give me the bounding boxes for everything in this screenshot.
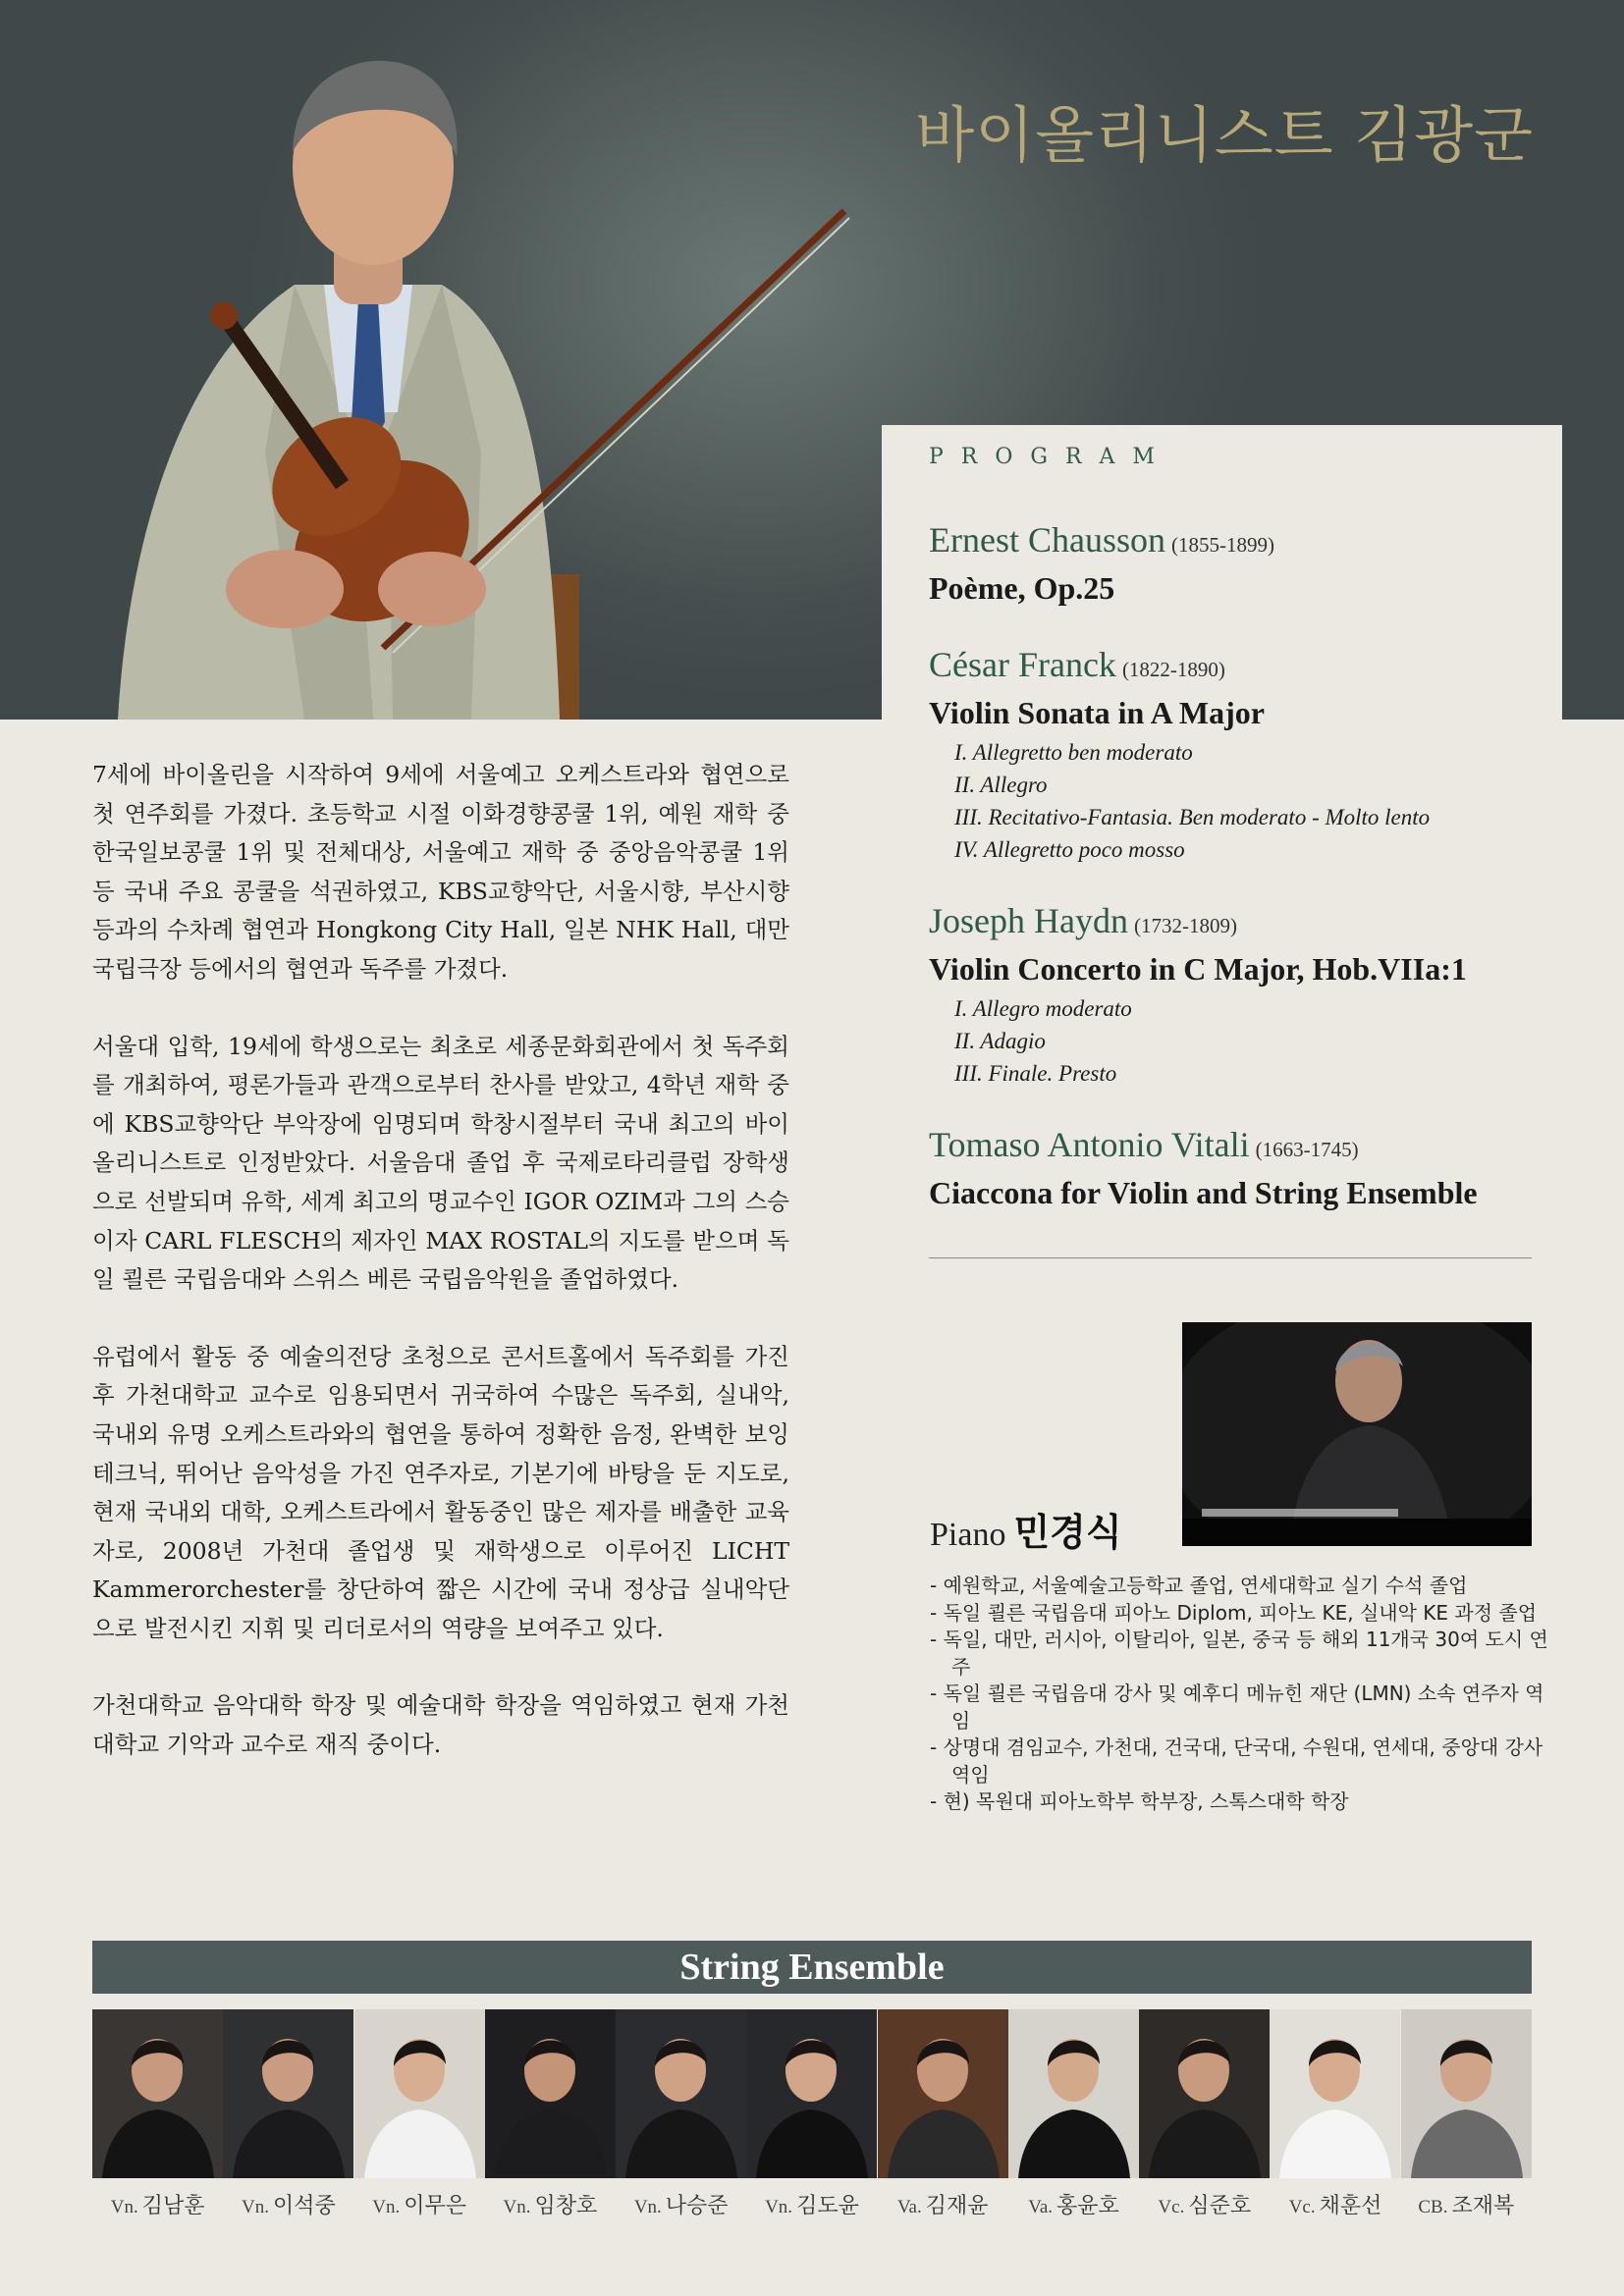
bio-paragraph: 서울대 입학, 19세에 학생으로는 최초로 세종문화회관에서 첫 독주회를 개최하여, 평론가들과 관객으로부터 찬사를 받았고, 4학년 재학 중에 KBS교향악단 부악장에 임명되며 학창시절부터 국내 최고의 바이올리니스트로 인정받았다. 서울음대 졸업 후 국제로타리클럽 장학생으로 선발되며 유학, 세계 최고의 명교수인 IGOR OZIM과 그의 스승이자 CARL FLESCH의 제자인 MAX ROSTAL의 지도를 받으며 독일 쾰른 국립음대와 스위스 베른 국립음악원을 졸업하였다. xyxy=(92,1032,789,1294)
member-name: 김도윤 xyxy=(796,2194,859,2218)
member-instrument: Vn. xyxy=(765,2197,793,2217)
pianist-bio-item: - 예원학교, 서울예술고등학교 졸업, 연세대학교 실기 수석 졸업 xyxy=(930,1574,1468,1597)
ensemble-member-photo xyxy=(746,2009,877,2178)
pianist-photo xyxy=(1182,1322,1532,1546)
program-piece xyxy=(929,899,1562,1090)
movement-list xyxy=(954,992,1562,1090)
composer-years: (1663-1745) xyxy=(1255,1138,1359,1161)
member-instrument: CB. xyxy=(1418,2197,1448,2217)
program-piece xyxy=(929,643,1562,866)
pianist-bio-item: - 상명대 겸임교수, 가천대, 건국대, 단국대, 수원대, 연세대, 중앙대 강사 역임 xyxy=(930,1735,1543,1787)
member-portrait xyxy=(616,2009,746,2178)
ensemble-member-photo xyxy=(485,2009,616,2178)
member-portrait xyxy=(1008,2009,1139,2178)
member-portrait xyxy=(1270,2009,1400,2178)
ensemble-member-photo xyxy=(354,2009,485,2178)
program-piece xyxy=(929,1123,1562,1214)
pianist-bio-item: - 독일 쾰른 국립음대 강사 및 예후디 메뉴힌 재단 (LMN) 소속 연주자 역임 xyxy=(930,1682,1544,1733)
ensemble-member-caption xyxy=(92,2189,223,2219)
member-name: 이무은 xyxy=(404,2194,467,2218)
bio-paragraph: 유럽에서 활동 중 예술의전당 초청으로 콘서트홀에서 독주회를 가진 후 가천대학교 교수로 임용되면서 귀국하여 수많은 독주회, 실내악, 국내외 유명 오케스트라와의 협연을 통하여 정확한 음정, 완벽한 보잉테크닉, 뛰어난 음악성을 가진 연주자로, 기본기에 바탕을 둔 지도로, 현재 국내외 대학, 오케스트라에서 활동중인 많은 제자를 배출한 교육자로, 2008년 가천대 졸업생 및 재학생으로 이루어진 LICHT Kammerorchester를 창단하여 짧은 시간에 국내 정상급 실내악단으로 발전시킨 지휘 및 리더로서의 역량을 보여주고 있다. xyxy=(92,1342,789,1642)
member-name: 심준호 xyxy=(1188,2194,1252,2218)
work-title: Poème, Op.25 xyxy=(929,570,1115,606)
composer-name: Ernest Chausson (1855-1899) xyxy=(929,520,1274,560)
member-portrait xyxy=(1401,2009,1532,2178)
movement: I. Allegro moderato xyxy=(954,996,1132,1021)
member-portrait xyxy=(485,2009,616,2178)
pianist-bio-item: - 독일 쾰른 국립음대 피아노 Diplom, 피아노 KE, 실내악 KE 과정 졸업 xyxy=(930,1600,1538,1625)
member-instrument: Vc. xyxy=(1288,2197,1316,2217)
ensemble-member-caption xyxy=(1139,2189,1270,2219)
bio-paragraph: 가천대학교 음악대학 학장 및 예술대학 학장을 역임하였고 현재 가천대학교 기악과 교수로 재직 중이다. xyxy=(92,1691,789,1759)
work-title: Ciaccona for Violin and String Ensemble xyxy=(929,1175,1478,1210)
composer-years: (1822-1890) xyxy=(1121,658,1225,681)
ensemble-member-photo xyxy=(616,2009,746,2178)
work-title: Violin Concerto in C Major, Hob.VIIa:1 xyxy=(929,951,1467,987)
ensemble-member-caption xyxy=(1401,2189,1532,2219)
member-name: 홍윤호 xyxy=(1056,2194,1119,2218)
movement-list xyxy=(954,736,1562,866)
ensemble-member-photo xyxy=(1401,2009,1532,2178)
member-instrument: Vn. xyxy=(242,2197,269,2217)
member-portrait xyxy=(1139,2009,1270,2178)
violinist-portrait xyxy=(59,39,884,720)
program-divider xyxy=(929,1257,1532,1258)
ensemble-member-photo xyxy=(878,2009,1008,2178)
member-portrait xyxy=(746,2009,877,2178)
member-portrait xyxy=(92,2009,223,2178)
pianist-bio-item: - 현) 목원대 피아노학부 학부장, 스톡스대학 학장 xyxy=(930,1789,1349,1813)
movement: III. Finale. Presto xyxy=(954,1061,1117,1086)
ensemble-member-photo xyxy=(223,2009,353,2178)
member-instrument: Vc. xyxy=(1158,2197,1185,2217)
ensemble-member-caption xyxy=(1008,2189,1139,2219)
ensemble-member-caption xyxy=(616,2189,746,2219)
pianist-name xyxy=(930,1502,1122,1556)
member-name: 김남훈 xyxy=(141,2194,205,2218)
ensemble-member-caption xyxy=(1270,2189,1400,2219)
member-name: 조재복 xyxy=(1451,2194,1515,2218)
pianist-bio-item: - 독일, 대만, 러시아, 이탈리아, 일본, 중국 등 해외 11개국 30여 도시 연주 xyxy=(930,1628,1548,1679)
movement: II. Adagio xyxy=(954,1029,1046,1053)
violinist-biography xyxy=(92,756,789,1803)
member-portrait xyxy=(354,2009,485,2178)
ensemble-member-photo xyxy=(1270,2009,1400,2178)
member-instrument: Va. xyxy=(896,2197,922,2217)
ensemble-member-caption xyxy=(746,2189,877,2219)
member-portrait xyxy=(878,2009,1008,2178)
program-piece xyxy=(929,518,1562,610)
program-panel xyxy=(882,425,1562,1279)
movement: I. Allegretto ben moderato xyxy=(954,740,1193,765)
movement: II. Allegro xyxy=(954,773,1048,797)
movement: III. Recitativo-Fantasia. Ben moderato - Molto lento xyxy=(954,805,1431,829)
member-instrument: Vn. xyxy=(503,2197,531,2217)
ensemble-member-caption xyxy=(223,2189,353,2219)
member-instrument: Vn. xyxy=(110,2197,138,2217)
ensemble-captions xyxy=(92,2189,1532,2219)
ensemble-member-caption xyxy=(878,2189,1008,2219)
ensemble-photos xyxy=(92,2009,1532,2178)
ensemble-member-photo xyxy=(1008,2009,1139,2178)
ensemble-member-photo xyxy=(1139,2009,1270,2178)
composer-years: (1732-1809) xyxy=(1133,914,1237,937)
composer-name: César Franck (1822-1890) xyxy=(929,645,1225,684)
pianist-instrument: Piano xyxy=(930,1517,1006,1553)
ensemble-member-caption xyxy=(485,2189,616,2219)
pianist-biography xyxy=(930,1573,1558,1816)
ensemble-member-caption xyxy=(354,2189,485,2219)
member-name: 이석중 xyxy=(273,2194,336,2218)
member-instrument: Vn. xyxy=(372,2197,401,2217)
member-instrument: Vn. xyxy=(633,2197,662,2217)
member-name: 임창호 xyxy=(534,2194,598,2218)
composer-name: Tomaso Antonio Vitali (1663-1745) xyxy=(929,1125,1359,1164)
movement: IV. Allegretto poco mosso xyxy=(954,837,1185,862)
composer-name: Joseph Haydn (1732-1809) xyxy=(929,901,1237,940)
program-label: PROGRAM xyxy=(929,445,1172,469)
bio-paragraph: 7세에 바이올린을 시작하여 9세에 서울예고 오케스트라와 협연으로 첫 연주회를 가졌다. 초등학교 시절 이화경향콩쿨 1위, 예원 재학 중 한국일보콩쿨 1위 및 전체대상, 서울예고 재학 중 중앙음악콩쿨 1위 등 국내 주요 콩쿨을 석권하였고, KBS교향악단, 서울시향, 부산시향 등과의 수차례 협연과 Hongkong City Hall, 일본 NHK Hall, 대만 국립극장 등에서의 협연과 독주를 가졌다. xyxy=(92,761,789,983)
ensemble-member-photo xyxy=(92,2009,223,2178)
work-title: Violin Sonata in A Major xyxy=(929,695,1265,730)
member-instrument: Va. xyxy=(1028,2197,1054,2217)
ensemble-title: String Ensemble xyxy=(92,1941,1532,1994)
pianist-name-text: 민경식 xyxy=(1013,1511,1122,1554)
member-portrait xyxy=(223,2009,353,2178)
member-name: 나승준 xyxy=(665,2194,729,2218)
composer-years: (1855-1899) xyxy=(1170,533,1274,557)
member-name: 채훈선 xyxy=(1319,2194,1382,2218)
page-title: 바이올리니스트 김광군 xyxy=(915,99,1534,171)
member-name: 김재윤 xyxy=(925,2194,989,2218)
